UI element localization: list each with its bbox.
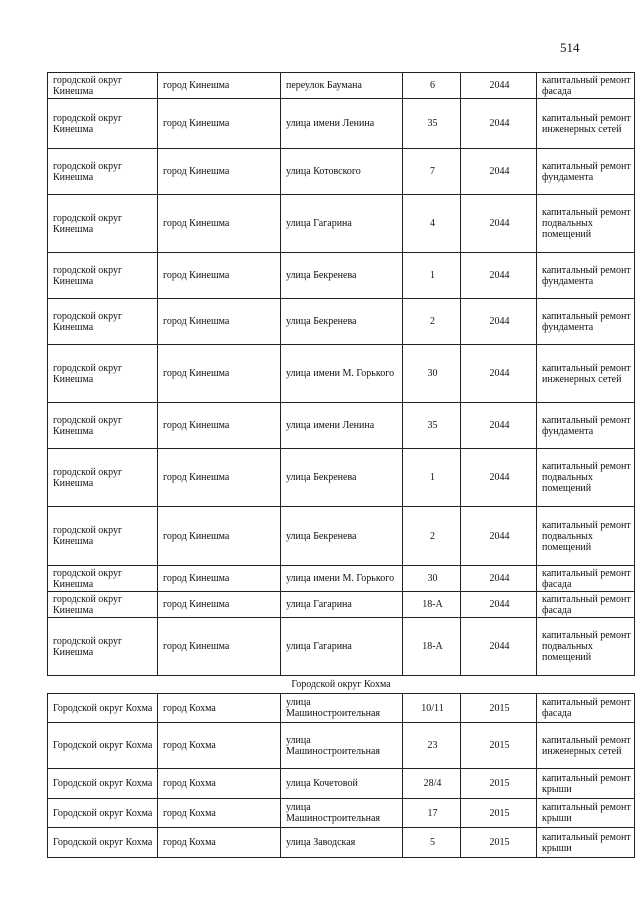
district-cell: городской округ Кинешма <box>48 195 158 253</box>
work-type-cell: капитальный ремонт подвальных помещений <box>537 618 635 676</box>
house-number-cell: 2 <box>403 507 461 566</box>
district-cell: городской округ Кинешма <box>48 149 158 195</box>
house-number-cell: 17 <box>403 799 461 828</box>
street-cell: улица Гагарина <box>281 618 403 676</box>
table-row <box>48 799 635 828</box>
district-cell: городской округ Кинешма <box>48 592 158 618</box>
year-cell: 2044 <box>461 507 537 566</box>
work-type-cell: капитальный ремонт инженерных сетей <box>537 723 635 769</box>
district-cell: городской округ Кинешма <box>48 449 158 507</box>
year-cell: 2044 <box>461 592 537 618</box>
year-cell: 2044 <box>461 73 537 99</box>
year-cell: 2044 <box>461 253 537 299</box>
street-cell: улица Бекренева <box>281 449 403 507</box>
repair-schedule-table <box>47 72 635 858</box>
table-row <box>48 592 635 618</box>
street-cell: улица Бекренева <box>281 253 403 299</box>
street-cell: улица имени Ленина <box>281 99 403 149</box>
city-cell: город Кинешма <box>158 592 281 618</box>
table-row <box>48 769 635 799</box>
city-cell: город Кинешма <box>158 566 281 592</box>
house-number-cell: 28/4 <box>403 769 461 799</box>
house-number-cell: 5 <box>403 828 461 858</box>
work-type-cell: капитальный ремонт подвальных помещений <box>537 507 635 566</box>
section-heading-body <box>48 676 635 694</box>
house-number-cell: 10/11 <box>403 694 461 723</box>
year-cell: 2044 <box>461 195 537 253</box>
street-cell: улица Машиностроительная <box>281 694 403 723</box>
district-cell: городской округ Кинешма <box>48 507 158 566</box>
city-cell: город Кохма <box>158 723 281 769</box>
district-cell: городской округ Кинешма <box>48 73 158 99</box>
table-row <box>48 149 635 195</box>
street-cell: улица Гагарина <box>281 592 403 618</box>
city-cell: город Кинешма <box>158 299 281 345</box>
house-number-cell: 2 <box>403 299 461 345</box>
city-cell: город Кохма <box>158 769 281 799</box>
house-number-cell: 23 <box>403 723 461 769</box>
city-cell: город Кинешма <box>158 73 281 99</box>
house-number-cell: 35 <box>403 403 461 449</box>
year-cell: 2015 <box>461 723 537 769</box>
table-row <box>48 449 635 507</box>
district-cell: городской округ Кинешма <box>48 99 158 149</box>
work-type-cell: капитальный ремонт фундамента <box>537 253 635 299</box>
district-cell: городской округ Кинешма <box>48 299 158 345</box>
year-cell: 2015 <box>461 769 537 799</box>
city-cell: город Кинешма <box>158 507 281 566</box>
street-cell: улица Бекренева <box>281 299 403 345</box>
year-cell: 2015 <box>461 694 537 723</box>
district-cell: Городской округ Кохма <box>48 769 158 799</box>
district-cell: городской округ Кинешма <box>48 618 158 676</box>
year-cell: 2015 <box>461 799 537 828</box>
street-cell: улица Бекренева <box>281 507 403 566</box>
table-row <box>48 403 635 449</box>
city-cell: город Кинешма <box>158 345 281 403</box>
city-cell: город Кинешма <box>158 449 281 507</box>
city-cell: город Кохма <box>158 828 281 858</box>
work-type-cell: капитальный ремонт фасада <box>537 694 635 723</box>
district-cell: городской округ Кинешма <box>48 345 158 403</box>
work-type-cell: капитальный ремонт крыши <box>537 828 635 858</box>
table-row <box>48 507 635 566</box>
house-number-cell: 30 <box>403 566 461 592</box>
table-row <box>48 694 635 723</box>
street-cell: улица Кочетовой <box>281 769 403 799</box>
city-cell: город Кохма <box>158 799 281 828</box>
section-heading: Городской округ Кохма <box>48 676 635 694</box>
street-cell: улица Машиностроительная <box>281 799 403 828</box>
table-row <box>48 253 635 299</box>
district-cell: городской округ Кинешма <box>48 403 158 449</box>
table-row <box>48 299 635 345</box>
table-row <box>48 99 635 149</box>
house-number-cell: 1 <box>403 253 461 299</box>
street-cell: улица Машиностроительная <box>281 723 403 769</box>
year-cell: 2044 <box>461 99 537 149</box>
table-row <box>48 566 635 592</box>
work-type-cell: капитальный ремонт фундамента <box>537 149 635 195</box>
table-row <box>48 73 635 99</box>
year-cell: 2044 <box>461 299 537 345</box>
city-cell: город Кохма <box>158 694 281 723</box>
year-cell: 2044 <box>461 345 537 403</box>
city-cell: город Кинешма <box>158 253 281 299</box>
work-type-cell: капитальный ремонт подвальных помещений <box>537 449 635 507</box>
year-cell: 2044 <box>461 449 537 507</box>
city-cell: город Кинешма <box>158 618 281 676</box>
work-type-cell: капитальный ремонт подвальных помещений <box>537 195 635 253</box>
year-cell: 2044 <box>461 149 537 195</box>
house-number-cell: 4 <box>403 195 461 253</box>
table-row <box>48 195 635 253</box>
house-number-cell: 6 <box>403 73 461 99</box>
district-cell: Городской округ Кохма <box>48 694 158 723</box>
work-type-cell: капитальный ремонт инженерных сетей <box>537 99 635 149</box>
work-type-cell: капитальный ремонт фундамента <box>537 299 635 345</box>
table-row <box>48 345 635 403</box>
work-type-cell: капитальный ремонт инженерных сетей <box>537 345 635 403</box>
street-cell: переулок Баумана <box>281 73 403 99</box>
street-cell: улица Гагарина <box>281 195 403 253</box>
district-cell: городской округ Кинешма <box>48 566 158 592</box>
work-type-cell: капитальный ремонт крыши <box>537 769 635 799</box>
house-number-cell: 35 <box>403 99 461 149</box>
work-type-cell: капитальный ремонт крыши <box>537 799 635 828</box>
page-number: 514 <box>560 40 580 55</box>
district-cell: Городской округ Кохма <box>48 723 158 769</box>
work-type-cell: капитальный ремонт фасада <box>537 592 635 618</box>
table-row <box>48 828 635 858</box>
house-number-cell: 18-А <box>403 592 461 618</box>
table-row <box>48 723 635 769</box>
district-cell: Городской округ Кохма <box>48 799 158 828</box>
kineshma-rows <box>48 73 635 676</box>
street-cell: улица имени М. Горького <box>281 345 403 403</box>
house-number-cell: 18-А <box>403 618 461 676</box>
district-cell: Городской округ Кохма <box>48 828 158 858</box>
work-type-cell: капитальный ремонт фундамента <box>537 403 635 449</box>
work-type-cell: капитальный ремонт фасада <box>537 566 635 592</box>
street-cell: улица Заводская <box>281 828 403 858</box>
city-cell: город Кинешма <box>158 149 281 195</box>
year-cell: 2044 <box>461 618 537 676</box>
table-row <box>48 618 635 676</box>
city-cell: город Кинешма <box>158 403 281 449</box>
district-cell: городской округ Кинешма <box>48 253 158 299</box>
house-number-cell: 7 <box>403 149 461 195</box>
street-cell: улица Котовского <box>281 149 403 195</box>
year-cell: 2044 <box>461 403 537 449</box>
city-cell: город Кинешма <box>158 99 281 149</box>
city-cell: город Кинешма <box>158 195 281 253</box>
house-number-cell: 1 <box>403 449 461 507</box>
house-number-cell: 30 <box>403 345 461 403</box>
section-heading-row <box>48 676 635 694</box>
year-cell: 2015 <box>461 828 537 858</box>
year-cell: 2044 <box>461 566 537 592</box>
street-cell: улица имени М. Горького <box>281 566 403 592</box>
work-type-cell: капитальный ремонт фасада <box>537 73 635 99</box>
street-cell: улица имени Ленина <box>281 403 403 449</box>
kokhma-rows <box>48 694 635 858</box>
repair-schedule-table-wrap <box>47 72 635 858</box>
